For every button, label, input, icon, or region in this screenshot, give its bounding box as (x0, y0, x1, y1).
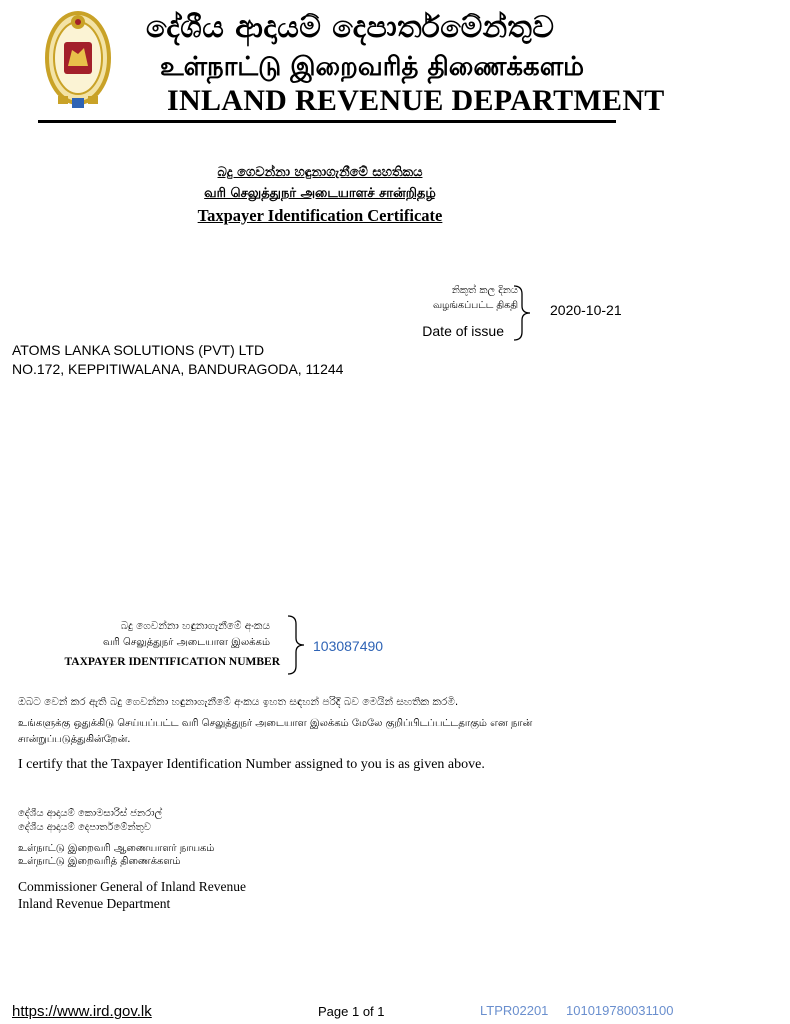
signatory-department-tamil: உள்நாட்டு இறைவரித் திணைக்களம் (18, 856, 181, 867)
signatory-title-sinhala: දේශීය ආදායම් කොමසාරිස් ජනරාල් (18, 808, 163, 819)
tin-brace-icon (286, 614, 308, 676)
taxpayer-name: ATOMS LANKA SOLUTIONS (PVT) LTD (12, 342, 265, 358)
reference-code: LTPR02201 (480, 1003, 549, 1018)
reference-number: 101019780031100 (566, 1003, 674, 1018)
certificate-title-sinhala: බදු ගෙවන්නා හඳුනාගැනීමේ සහතිකය (217, 165, 423, 180)
certify-text-sinhala: ඔබට වෙන් කර ඇති බදු ගෙවන්නා හඳුනාගැනීමේ අංකය ඉහත සඳහන් පරිදි බව මෙයින් සහතික කරමි. (18, 696, 459, 708)
header-divider (38, 120, 616, 123)
department-name-english: INLAND REVENUE DEPARTMENT (167, 84, 665, 117)
page-number: Page 1 of 1 (318, 1004, 385, 1019)
issue-date-value: 2020-10-21 (550, 302, 622, 318)
certificate-title-tamil: வரி செலுத்துநர் அடையாளச் சான்றிதழ் (204, 186, 436, 201)
ird-website-link[interactable]: https://www.ird.gov.lk (12, 1003, 152, 1020)
tin-label-english: TAXPAYER IDENTIFICATION NUMBER (64, 656, 280, 668)
signatory-department-sinhala: දේශීය ආදායම් දෙපාර්තමේන්තුව (18, 822, 151, 833)
date-label-sinhala: නිකුත් කල දිනය (451, 285, 518, 296)
department-name-tamil: உள்நாட்டு இறைவரித் திணைக்களம் (160, 52, 585, 82)
sri-lanka-emblem-icon (44, 8, 112, 112)
date-brace-icon (512, 284, 534, 342)
date-label-tamil: வழங்கப்பட்ட திகதி (432, 300, 518, 311)
certify-text-english: I certify that the Taxpayer Identification Number assigned to you is as given above. (18, 757, 485, 772)
department-name-sinhala: දේශීය ආදායම් දෙපාර්තමේන්තුව (146, 10, 555, 45)
signatory-department-english: Inland Revenue Department (18, 896, 171, 911)
certificate-title-english: Taxpayer Identification Certificate (197, 206, 443, 225)
tin-label-tamil: வரி செலுத்துநர் அடையாள இலக்கம் (103, 637, 270, 648)
signatory-title-english: Commissioner General of Inland Revenue (18, 879, 246, 894)
date-label-english: Date of issue (422, 323, 504, 339)
tin-value: 103087490 (313, 638, 384, 654)
certify-text-tamil: உங்களுக்கு ஒதுக்கிடு செய்யப்பட்ட வரி செலுத்துநர் அடையாள இலக்கம் மேலே குறிப்பிடப்பட்டதாகும் என நான் சான்றுப்படுத்துகின்றேன். (18, 718, 533, 745)
signatory-title-tamil: உள்நாட்டு இறைவரி ஆணையாளர் நாயகம் (18, 843, 215, 854)
taxpayer-address: NO.172, KEPPITIWALANA, BANDURAGODA, 11244 (12, 361, 344, 377)
tin-label-sinhala: බදු ගෙවන්නා හඳුනාගැනීමේ අංකය (120, 620, 270, 632)
